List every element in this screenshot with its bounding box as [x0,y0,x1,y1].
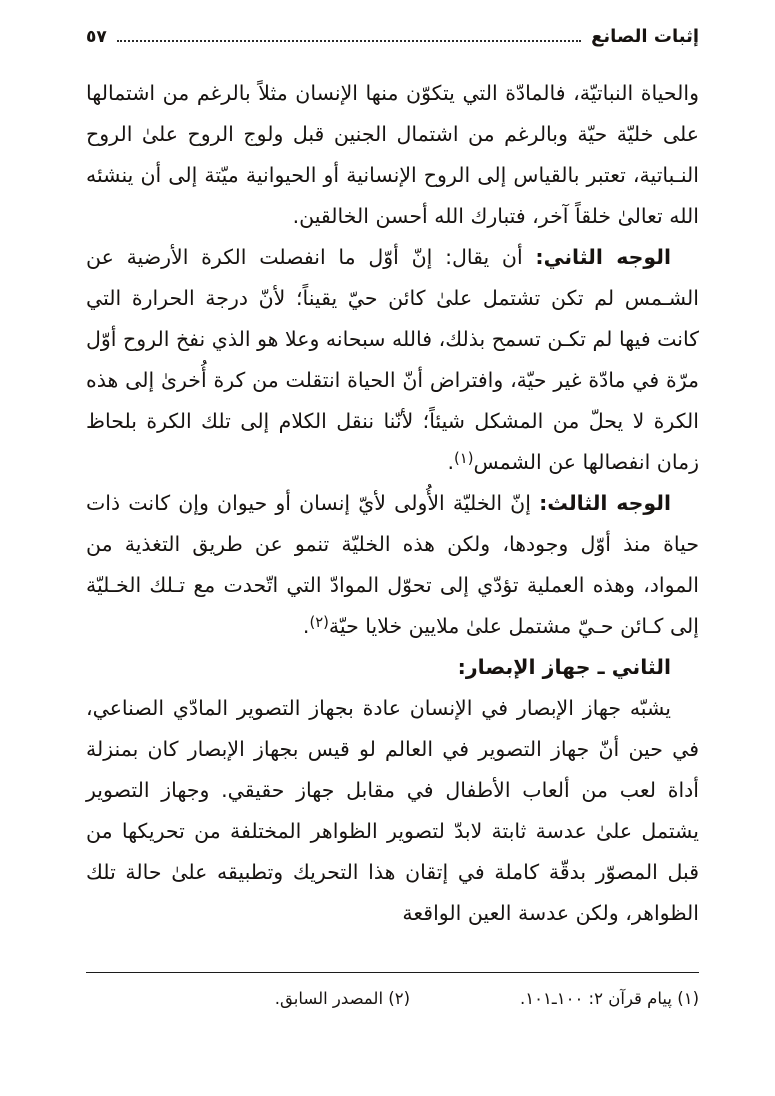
book-title: إثبات الصانع [591,26,699,47]
paragraph-2 [86,237,699,483]
footnote-2: (٢) المصدر السابق. [274,989,411,1008]
footnote-separator [86,972,699,973]
paragraph-3 [86,483,699,647]
footnote-marker-1: (١) [454,450,474,467]
page-number: ٥٧ [86,27,107,47]
paragraph-2-tail: . [447,450,454,474]
footnote-marker-2: (٢) [309,614,329,631]
paragraph-1 [86,73,699,237]
paragraph-1-text: والحياة النباتيّة، فالمادّة التي يتكوّن منها الإنسان مثلاً بالرغم من اشتمالها على خليّة حيّة وبالرغم من اشتمال الجنين قبل ولوج الروح علىٰ الروح النـباتية، تعتبر بالقياس إلى الروح الإنسانية أو الحيوانية ميّتة إلى أن ينشئه الله تعالىٰ خلقاً آخر، فتبارك الله أحسن الخالقين. [86,81,699,228]
footnote-1: (١) پيام قرآن ٢: ١٠٠ـ١٠١. [520,989,699,1008]
paragraph-2-text: أن يقال: إنّ أوّل ما انفصلت الكرة الأرضية عن الشـمس لم تكن تشتمل علىٰ كائن حيّ يقيناً؛ لأنّ درجة الحرارة التي كانت فيها لم تكـن تسمح بذلك، فالله سبحانه وعلا هو الذي نفخ الروح أوّل مرّة في مادّة غير حيّة، وافتراض أنّ الحياة انتقلت من كرة أُخرىٰ إلى هذه الكرة لا يحلّ من المشكل شيئاً؛ لأنّنا ننقل الكلام إلى تلك الكرة بلحاظ زمان انفصالها عن الشمس [86,245,699,474]
body-text [86,73,699,934]
running-header [86,26,699,47]
paragraph-4-text: يشبّه جهاز الإبصار في الإنسان عادة بجهاز التصوير المادّي الصناعي، في حين أنّ جهاز التصوير في العالم لو قيس بجهاز الإبصار كان بمنزلة أداة لعب من ألعاب الأطفال في مقابل جهاز حقيقي. وجهاز التصوير يشتمل علىٰ عدسة ثابتة لابدّ لتصوير الظواهر المختلفة من تحريكها من قبل المصوّر بدقّة كاملة في إتقان هذا التحريك وتطبيقه علىٰ حالة تلك الظواهر، ولكن عدسة العين الواقعة [86,696,699,925]
paragraph-2-lead: الوجه الثاني: [535,245,671,269]
paragraph-3-tail: . [302,614,310,638]
paragraph-3-text: إنّ الخليّة الأُولى لأيّ إنسان أو حيوان وإن كانت ذات حياة منذ أوّل وجودها، ولكن هذه الخليّة تنمو عن طريق التغذية من المواد، وهذه العملية تؤدّي إلى تحوّل الموادّ التي اتّحدت مع تـلك الخـليّة إلى كـائن حـيّ مشتمل علىٰ ملايين خلايا حيّة [86,491,699,638]
footnote-area [86,972,699,1011]
section-heading: الثاني ـ جهاز الإبصار: [457,655,671,679]
paragraph-3-lead: الوجه الثالث: [539,491,671,515]
paragraph-4 [86,688,699,934]
footnotes [86,987,699,1011]
dotted-leader [117,40,581,42]
